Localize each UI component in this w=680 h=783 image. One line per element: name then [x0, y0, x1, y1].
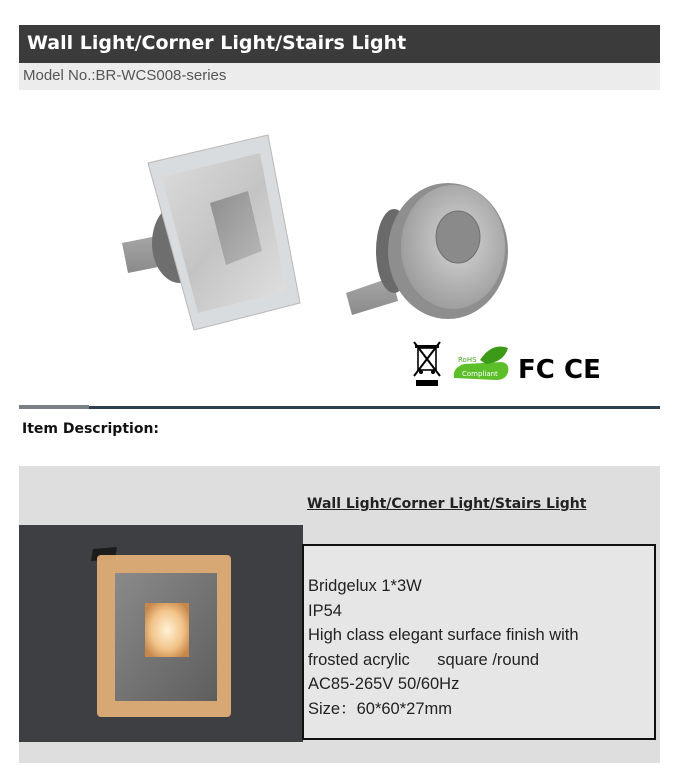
round-lens [436, 211, 480, 263]
rohs-badge [454, 347, 509, 381]
page-title: Wall Light/Corner Light/Stairs Light [27, 32, 407, 54]
fcc-logo: FC [518, 355, 555, 385]
certification-logos [412, 340, 602, 392]
section-divider [19, 406, 660, 409]
spec-item: High class elegant surface finish with [308, 626, 579, 645]
product-photo [19, 525, 303, 742]
description-title: Wall Light/Corner Light/Stairs Light [307, 496, 587, 512]
section-heading: Item Description: [22, 421, 160, 437]
rohs-small-text: RoHS [458, 356, 477, 364]
title-bar [19, 25, 660, 63]
spec-item: AC85-265V 50/60Hz [308, 675, 460, 694]
section-divider-accent [19, 405, 89, 409]
spec-item: frosted acrylic square /round [308, 650, 540, 669]
spec-item: Bridgelux 1*3W [308, 577, 422, 595]
rohs-compliant-text: Compliant [462, 370, 498, 378]
spec-box [302, 544, 656, 740]
ce-logo: CE [564, 355, 601, 385]
model-bar [19, 63, 660, 90]
product-image [110, 125, 520, 335]
spec-item: Size：60*60*27mm [308, 699, 452, 718]
model-number: Model No.:BR-WCS008-series [23, 67, 227, 84]
weee-bin-icon [414, 342, 440, 386]
spec-item: IP54 [308, 601, 342, 620]
photo-glowing-lens [145, 603, 189, 657]
spec-list [308, 574, 579, 722]
